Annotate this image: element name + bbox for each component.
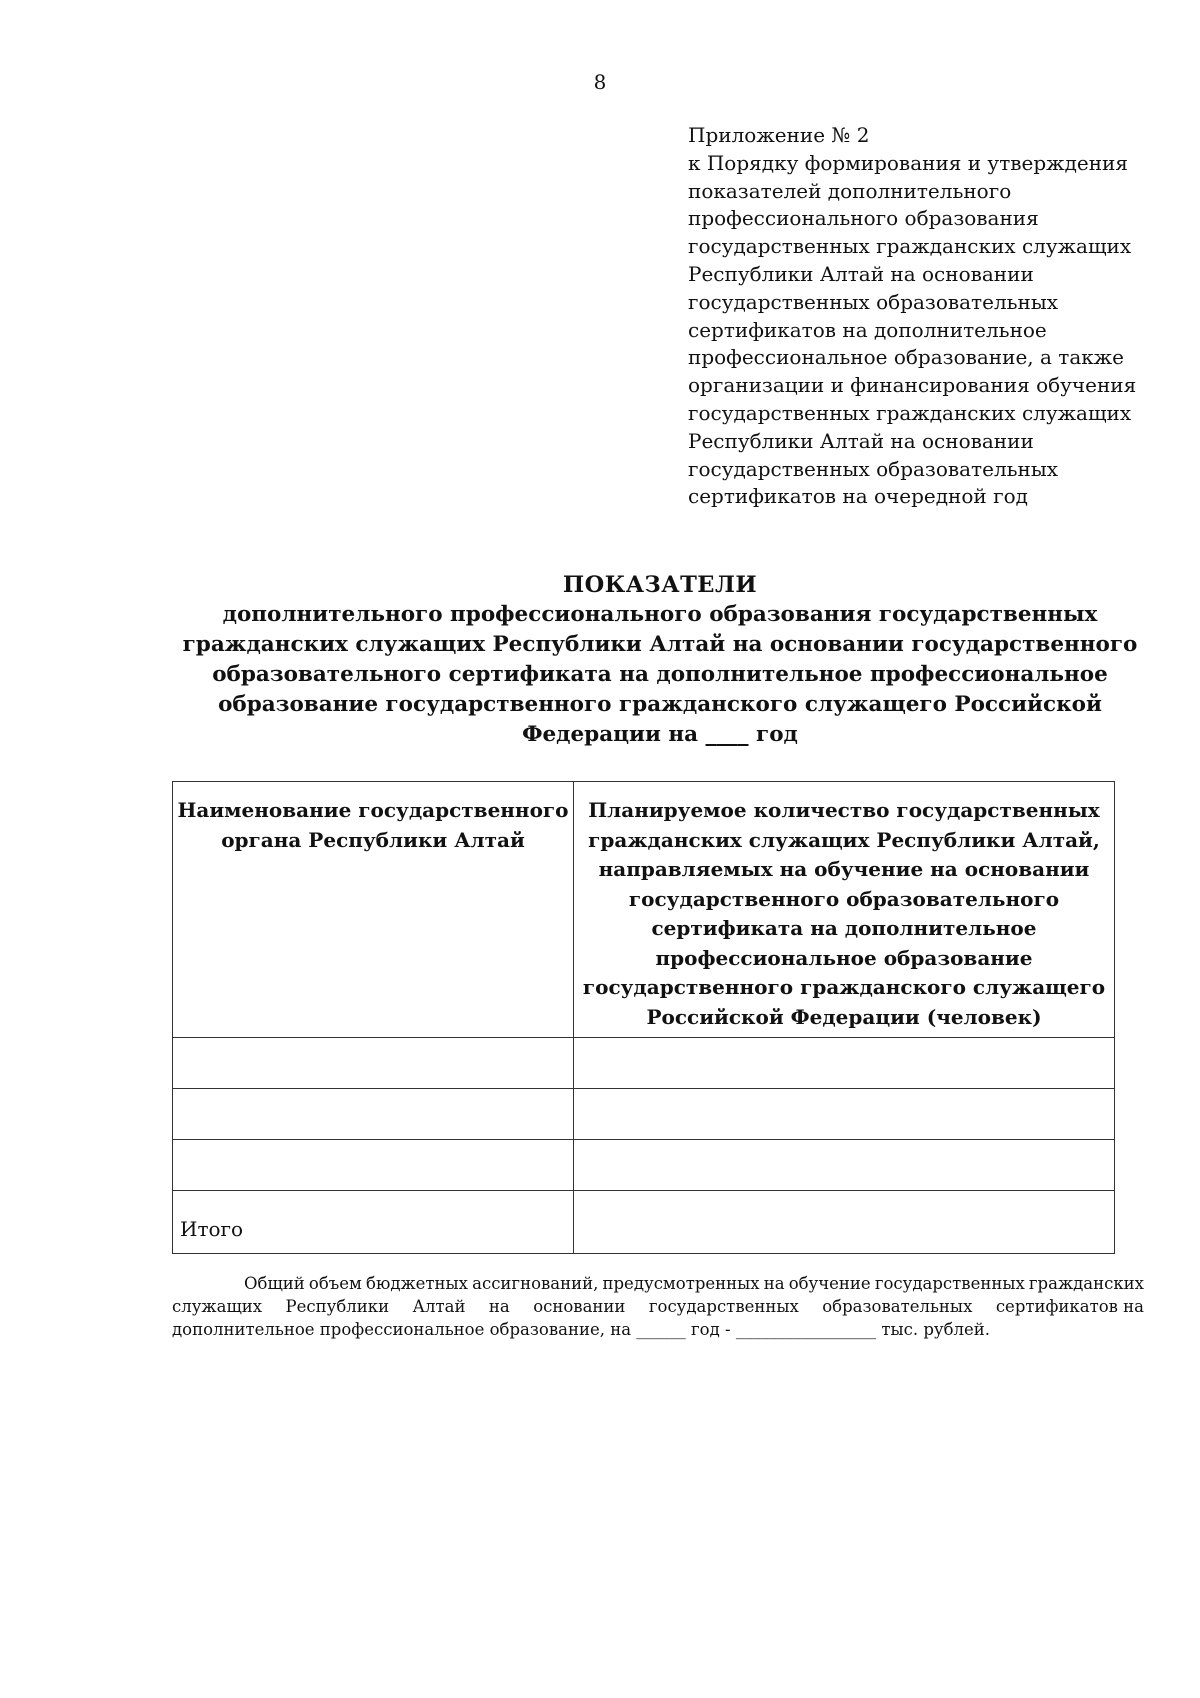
table-row xyxy=(173,1140,1115,1191)
header-line: Наименование государственного xyxy=(177,798,569,822)
header-line: государственного образовательного xyxy=(628,886,1060,911)
total-label: Итого xyxy=(173,1191,574,1254)
footnote-text: дополнительное профессиональное образование, на ______ год - _________________ тыс. рублей. xyxy=(172,1320,991,1339)
footnote-word: государственных xyxy=(874,1274,1025,1293)
footnote-word: ассигнований, xyxy=(472,1274,599,1293)
indicators-table xyxy=(172,781,1115,1254)
header-org-name xyxy=(173,782,574,1038)
footnote-word: служащих xyxy=(172,1297,263,1316)
budget-footnote xyxy=(172,1272,1144,1341)
count-cell xyxy=(574,1140,1115,1191)
footnote-word: предусмотренных xyxy=(602,1274,760,1293)
table-row xyxy=(173,1038,1115,1089)
document-title xyxy=(160,570,1160,750)
footnote-word: основании xyxy=(533,1297,626,1316)
appendix-line: сертификатов на очередной год xyxy=(688,484,1028,509)
header-line: государственного гражданского служащего xyxy=(582,975,1106,999)
count-cell xyxy=(574,1038,1115,1089)
footnote-word: Общий xyxy=(244,1274,305,1293)
title-line: дополнительного профессионального образования государственных xyxy=(222,602,1098,627)
title-line: образование государственного гражданского служащего Российской xyxy=(218,692,1102,717)
title-line: Федерации на ____ год xyxy=(522,722,798,747)
appendix-line: государственных образовательных xyxy=(688,289,1059,314)
footnote-line-1 xyxy=(172,1272,1144,1295)
title-line: образовательного сертификата на дополнительное профессиональное xyxy=(212,662,1108,687)
count-cell xyxy=(574,1089,1115,1140)
footnote-word: гражданских xyxy=(1028,1274,1144,1293)
footnote-word: бюджетных xyxy=(366,1274,468,1293)
appendix-line: показателей дополнительного xyxy=(688,178,1012,203)
header-line: профессиональное образование xyxy=(655,945,1033,970)
header-line: органа Республики Алтай xyxy=(221,827,525,852)
footnote-word: объем xyxy=(308,1274,362,1293)
appendix-line: профессиональное образование, а также xyxy=(688,345,1125,370)
header-line: гражданских служащих Республики Алтай, xyxy=(588,827,1100,852)
footnote-word: на xyxy=(488,1297,510,1316)
appendix-line: государственных образовательных xyxy=(688,456,1059,481)
header-planned-count xyxy=(574,782,1115,1038)
footnote-word: образовательных xyxy=(822,1297,973,1316)
appendix-line: сертификатов на дополнительное xyxy=(688,317,1047,342)
org-cell xyxy=(173,1140,574,1191)
footnote-word: Алтай xyxy=(412,1297,466,1316)
org-cell xyxy=(173,1038,574,1089)
header-line: направляемых на обучение на основании xyxy=(598,857,1090,881)
appendix-line: профессионального образования xyxy=(688,206,1039,231)
footnote-word: обучение xyxy=(788,1274,871,1293)
page-number: 8 xyxy=(593,70,607,94)
appendix-line: Приложение № 2 xyxy=(688,123,870,147)
footnote-word: Республики xyxy=(285,1297,390,1316)
header-line: сертификата на дополнительное xyxy=(651,916,1037,940)
appendix-line: Республики Алтай на основании xyxy=(688,261,1034,286)
appendix-line: организации и финансирования обучения xyxy=(688,373,1137,398)
footnote-line-2 xyxy=(172,1295,1144,1318)
appendix-line: государственных гражданских служащих xyxy=(688,400,1132,425)
footnote-word: государственных xyxy=(648,1297,799,1316)
footnote-word: на xyxy=(763,1274,785,1293)
appendix-header xyxy=(688,122,1158,511)
title-main: ПОКАЗАТЕЛИ xyxy=(562,572,758,598)
table-row xyxy=(173,1089,1115,1140)
org-cell xyxy=(173,1089,574,1140)
title-subtitle xyxy=(160,600,1160,750)
header-line: Планируемое количество государственных xyxy=(588,798,1100,822)
appendix-line: к Порядку формирования и утверждения xyxy=(688,150,1128,175)
footnote-word: сертификатов на xyxy=(995,1297,1144,1316)
header-line: Российской Федерации (человек) xyxy=(646,1004,1042,1029)
table-total-row xyxy=(173,1191,1115,1254)
table-header-row xyxy=(173,782,1115,1038)
footnote-line-3 xyxy=(172,1318,1144,1341)
total-value xyxy=(574,1191,1115,1254)
title-line: гражданских служащих Республики Алтай на основании государственного xyxy=(182,632,1138,657)
appendix-line: Республики Алтай на основании xyxy=(688,428,1034,453)
appendix-line: государственных гражданских служащих xyxy=(688,234,1132,259)
